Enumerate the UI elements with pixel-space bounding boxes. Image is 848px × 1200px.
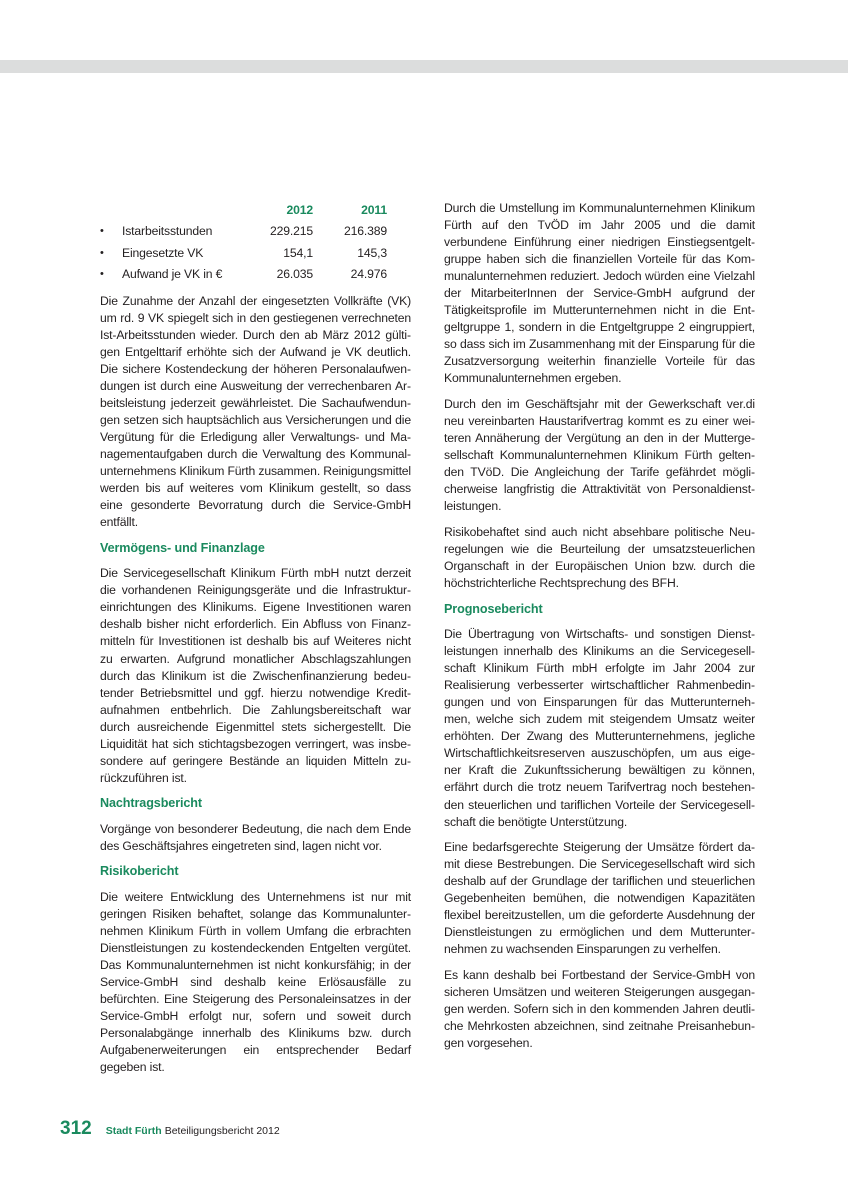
bullet-icon: • [100, 225, 104, 238]
financial-position-paragraph: Die Servicegesellschaft Klinikum Fürth mbH nutzt derzeit die vorhandenen Reinigungsgeräte und die Infrastruktureinrichtungen des Klinikums. Eigene Investitionen waren deshalb bisher nicht erforderlich. Ein Abfluss von Finanzmitteln für Investitionen ist deshalb bis auf Weiteres nicht zu erwarten. Aufgrund monatlicher Abschlagszahlungen durch das Klinikum ist die Zwischenfinanzierung bedeutender Betriebsmittel und ggf. hierzu notwendige Kreditaufnahmen entbehrlich. Die Zahlungsbereitschaft war durch ausreichende Eigenmittel stets sichergestellt. Die Liquidität hat sich stichtagsbezogen verringert, was insbesondere auf geringere Bestände an liquiden Mitteln zurückzuführen ist. [100, 566, 411, 785]
risk-paragraph-political: Risikobehaftet sind auch nicht absehbare politische Neuregelungen wie die Beurteilung der umsatzsteuerlichen Organschaft in der Europäischen Union bzw. durch die höchstrichterliche Rechtsprechung des BFH. [444, 524, 755, 590]
forecast-paragraph: Es kann deshalb bei Fortbestand der Service-GmbH von sicheren Umsätzen und weiteren Steigerungen ausgegangen werden. Sofern sich in den kommenden Jahren deutliche Mehrkosten abzeichnen, sind zeitnahe Preisanhebungen vorgesehen. [444, 967, 755, 1051]
kpi-label: Aufwand je VK in € [122, 267, 223, 282]
kpi-value-2011: 216.389 [343, 224, 387, 239]
footer-organization: Stadt Fürth [105, 1125, 162, 1137]
kpi-table [100, 200, 387, 286]
kpi-value-2012: 26.035 [276, 267, 313, 282]
footer-report-title: Beteiligungsbericht 2012 [164, 1125, 280, 1137]
section-heading-forecast: Prognosebericht [444, 601, 543, 616]
section-heading-financial-position: Vermögens- und Finanzlage [100, 540, 265, 555]
forecast-paragraph: Eine bedarfsgerechte Steigerung der Umsätze fördert damit diese Bestrebungen. Die Servicegesellschaft wird sich deshalb auf der Grundlage der tariflichen und steuerlichen Gegebenheiten bemühen, die notwendigen Kapazitäten flexibel bereitzustellen, um die geforderte Ausdehnung der Dienstleistungen zu ermöglichen und dem Mutterunternehmen zu wachsenden Einsparungen zu verhelfen. [444, 840, 755, 957]
kpi-table-header [100, 200, 387, 221]
kpi-label: Eingesetzte VK [122, 245, 204, 260]
kpi-header-label [122, 200, 243, 221]
kpi-label: Istarbeitsstunden [122, 224, 213, 239]
kpi-header-blank [100, 200, 122, 221]
header-band [0, 60, 848, 73]
kpi-value-2012: 229.215 [269, 224, 313, 239]
risk-paragraph-union: Durch den im Geschäftsjahr mit der Gewerkschaft ver.di neu vereinbarten Haustarifvertrag kommt es zu einer weiteren Annäherung der Vergütung an den in der Muttergesellschaft Kommunalunternehmen Klinikum Fürth geltenden TVöD. Die Angleichung der Tarife gefährdet möglicherweise langfristig die Attraktivität von Personaldienstleistungen. [444, 397, 755, 514]
table-row [100, 264, 387, 285]
bullet-icon: • [100, 268, 104, 281]
kpi-value-2011: 145,3 [357, 245, 387, 260]
kpi-header-2012: 2012 [286, 203, 313, 217]
risk-report-paragraph: Die weitere Entwicklung des Unternehmens ist nur mit geringen Risiken behaftet, solange das Kommunalunternehmen Klinikum Fürth in vollem Umfang die erbrachten Dienstleistungen zu kostendeckenden Entgelten vergütet. Das Kommunalunternehmen ist nicht konkursfähig; in der Service-GmbH sind deshalb keine Erlösausfälle zu befürchten. Eine Steigerung des Personaleinsatzes in der Service-GmbH erfolgt nur, sofern und soweit durch Personalabgänge innerhalb des Klinikums bzw. durch Aufgabenerweiterungen ein entsprechender Bedarf gegeben ist. [100, 889, 411, 1075]
forecast-paragraph: Die Übertragung von Wirtschafts- und sonstigen Dienstleistungen innerhalb des Klinikums an die Servicegesellschaft Klinikum Fürth mbH erfolgte im Jahr 2004 zur Realisierung verbesserter wirtschaftlicher Rahmenbedingungen und von Einsparungen für das Mutterunternehmen, welche sich zudem mit steigendem Umsatz weiter erhöhten. Der Zwang des Mutterunternehmens, jegliche Wirtschaftlichkeitsreserven auszuschöpfen, um aus eigener Kraft die Zukunftssicherung bewältigen zu können, erfährt durch die trotz neuem Tarifvertrag noch bestehenden steuerlichen und tariflichen Vorteile der Servicegesellschaft die benötigte Unterstützung. [444, 627, 755, 829]
kpi-value-2011: 24.976 [350, 267, 387, 282]
intro-paragraph: Die Zunahme der Anzahl der eingesetzten Vollkräfte (VK) um rd. 9 VK spiegelt sich in den gestiegenen verrechneten Ist-Arbeitsstunden wieder. Durch den ab März 2012 gültigen Entgelttarif erhöhte sich der Aufwand je VK deutlich. Die sichere Kostendeckung der höheren Personalaufwendungen ist durch eine Ausweitung der verrechenbaren Arbeitsleistung jederzeit gewährleistet. Die Sachaufwendungen setzen sich hauptsächlich aus Versicherungen und die Vergütung für die Erledigung aller Verwaltungs- und Managementaufgaben durch die Verwaltung des Kommunalunternehmens Klinikum Fürth zusammen. Reinigungsmittel werden bis auf weiteres vom Klinikum gestellt, so dass eine gesonderte Bevorratung durch die Service-GmbH entfällt. [100, 293, 411, 530]
kpi-value-2012: 154,1 [283, 245, 313, 260]
page-number: 312 [60, 1118, 92, 1139]
right-column [444, 200, 755, 1061]
section-heading-risk-report: Risikobericht [100, 864, 179, 879]
left-column [100, 200, 411, 1085]
section-heading-subsequent-events: Nachtragsbericht [100, 796, 202, 811]
kpi-header-2011: 2011 [361, 203, 387, 217]
table-row [100, 221, 387, 242]
bullet-icon: • [100, 246, 104, 259]
subsequent-events-paragraph: Vorgänge von besonderer Bedeutung, die nach dem Ende des Geschäftsjahres eingetreten sind, lagen nicht vor. [100, 821, 411, 853]
table-row [100, 243, 387, 264]
page-footer [60, 1118, 280, 1140]
risk-paragraph-tariff: Durch die Umstellung im Kommunalunternehmen Klinikum Fürth auf den TvÖD im Jahr 2005 und die damit verbundene Einführung einer niedrigen Einstiegsentgeltgruppe haben sich die finanziellen Vorteile für das Kommunalunternehmen reduziert. Jedoch würden eine Vielzahl der MitarbeiterInnen der Service-GmbH aufgrund der Tätigkeitsprofile im Mutterunternehmen nicht in die Entgeltgruppe 1, sondern in die Entgeltgruppe 2 eingruppiert, so dass sich im Zusammenhang mit der Einsparung für die Zusatzversorgung weiterhin finanzielle Vorteile für das Kommunalunternehmen ergeben. [444, 201, 755, 386]
